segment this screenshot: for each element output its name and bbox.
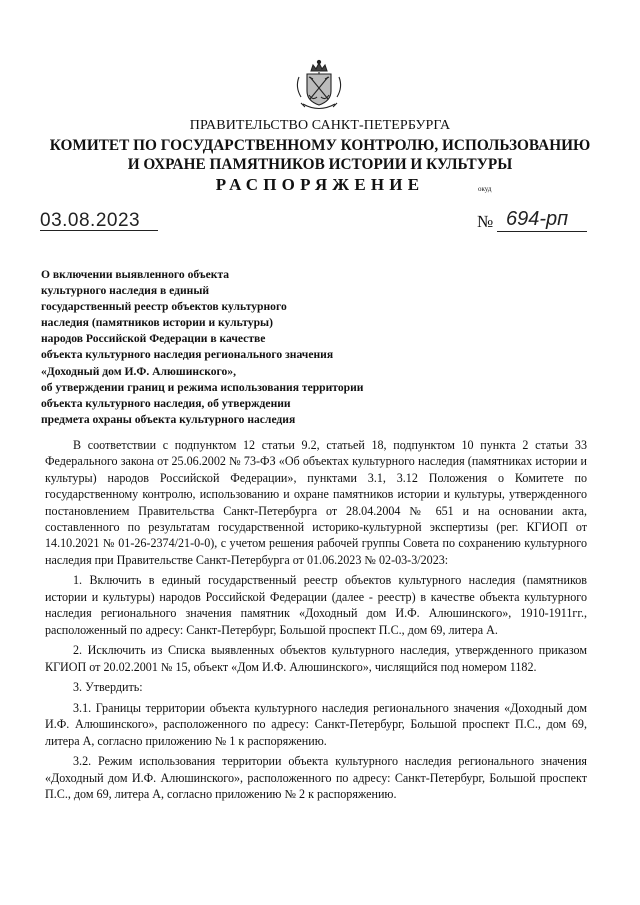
- document-number: 694-рп: [506, 208, 569, 230]
- subject-line: культурного наследия в единый: [41, 284, 210, 298]
- preamble-paragraph: В соответствии с подпунктом 12 статьи 9.2, статьей 18, подпунктом 10 пункта 2 статьи 33 Федерального закона от 25.06.2002 № 73-ФЗ «Об объектах культурного наследия (памятниках истории и культуры) народов Российской Федерации», пунктами 3.1, 3.12 Положения о Комитете по государственному контролю, использованию и охране памятников истории и культуры, утвержденного постановлением Правительства Санкт-Петербурга от 28.04.2004 № 651 и на основании акта, составленного по результатам государственной историко-культурной экспертизы (рег. КГИОП от 14.10.2021 № 01-26-2374/21-0-0), с учетом решения рабочей группы Совета по сохранению культурного наследия при Правительстве Санкт-Петербурга от 01.06.2023 № 02-03-3/2023:: [45, 438, 587, 567]
- document-type: РАСПОРЯЖЕНИЕ: [215, 175, 425, 194]
- subject-line: народов Российской Федерации в качестве: [41, 332, 266, 346]
- number-underline: [497, 231, 587, 232]
- subject-line: объекта культурного наследия, об утверждении: [41, 396, 291, 410]
- committee-title: [40, 136, 600, 174]
- document-body: [45, 437, 587, 802]
- clause-paragraph: 2. Исключить из Списка выявленных объектов культурного наследия, утвержденного приказом КГИОП от 20.02.2001 № 15, объект «Дом И.Ф. Алюшинского», числящийся под номером 1182.: [45, 643, 587, 674]
- subject-line: «Доходный дом И.Ф. Алюшинского»,: [41, 364, 237, 378]
- coat-of-arms-icon: [287, 57, 351, 117]
- subject-line: О включении выявленного объекта: [41, 268, 230, 281]
- date-underline: [40, 230, 158, 231]
- clause-paragraph: 3. Утвердить:: [73, 680, 143, 695]
- subject-line: наследия (памятников истории и культуры): [41, 316, 273, 330]
- subject-line: государственный реестр объектов культурного: [41, 300, 287, 314]
- subject-line: объекта культурного наследия регионального значения: [41, 348, 334, 362]
- clause-paragraph: 1. Включить в единый государственный реестр объектов культурного наследия (памятников истории и культуры) народов Российской Федерации (далее - реестр) в качестве объекта культурного наследия регионального значения памятник «Доходный дом И.Ф. Алюшинского», 1910-1911гг., расположенный по адресу: Санкт-Петербург, Большой проспект П.С., дом 69, литера А.: [45, 573, 587, 637]
- committee-line: КОМИТЕТ ПО ГОСУДАРСТВЕННОМУ КОНТРОЛЮ, ИСПОЛЬЗОВАНИЮ: [49, 137, 591, 154]
- okud-label: окуд: [478, 185, 492, 193]
- subject-line: об утверждении границ и режима использования территории: [41, 380, 364, 394]
- document-date: 03.08.2023: [40, 210, 141, 231]
- government-title: ПРАВИТЕЛЬСТВО САНКТ-ПЕТЕРБУРГА: [189, 118, 451, 133]
- clause-paragraph: 3.2. Режим использования территории объекта культурного наследия регионального значения «Доходный дом И.Ф. Алюшинского», расположенного по адресу: Санкт-Петербург, Большой проспект П.С., дом 69, литера А, согласно приложению № 2 к распоряжению.: [45, 754, 587, 802]
- subject-line: предмета охраны объекта культурного наследия: [41, 412, 296, 426]
- number-sign: №: [477, 212, 494, 231]
- document-subject: [41, 267, 461, 428]
- clause-paragraph: 3.1. Границы территории объекта культурного наследия регионального значения «Доходный дом И.Ф. Алюшинского», расположенного по адресу: Санкт-Петербург, Большой проспект П.С., дом 69, литера А, согласно приложению № 1 к распоряжению.: [45, 700, 587, 748]
- committee-line: И ОХРАНЕ ПАМЯТНИКОВ ИСТОРИИ И КУЛЬТУРЫ: [127, 156, 513, 173]
